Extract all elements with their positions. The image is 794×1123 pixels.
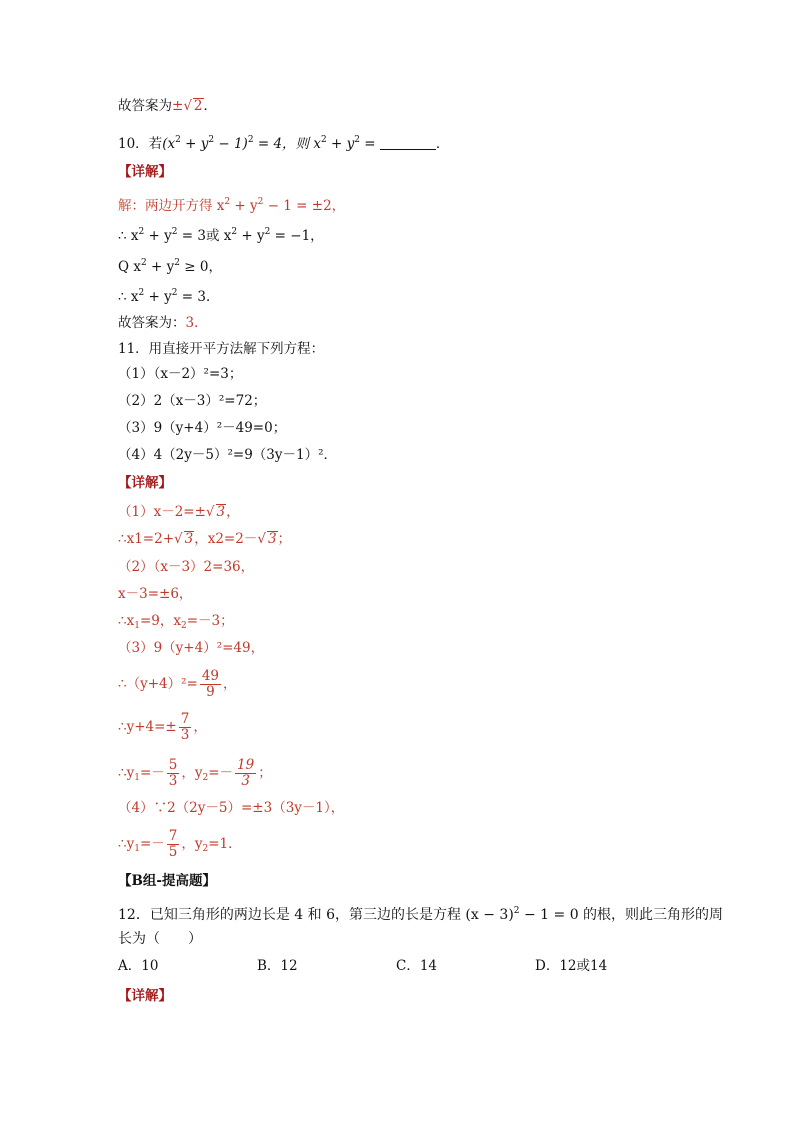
solution-line-4 [118, 284, 219, 306]
q12-text-a: 12．已知三角形的两边长是 4 和 6，第三边的长是方程 (x − 3) [118, 907, 514, 923]
subscript: 1 [134, 844, 140, 854]
question-12-line-2: 长为（ ） [118, 931, 202, 947]
exp: 2 [354, 135, 360, 145]
exp: 2 [174, 258, 180, 268]
s3-pre: Q x [118, 259, 141, 275]
denominator: 5 [168, 844, 178, 860]
answer-11-line-4: x－3=±6， [118, 586, 193, 602]
s4-pre: ∴ x [118, 289, 139, 305]
detail-label-11: 【详解】 [118, 475, 172, 491]
q10-expr-b: + y [180, 136, 209, 152]
denominator: 3 [241, 773, 250, 789]
a2-mid: ，x2=2－ [194, 531, 258, 547]
punct: ； [277, 531, 292, 547]
s2-mid: + y [144, 228, 172, 244]
answer-11-line-3: （2）（x－3）2=36， [118, 559, 255, 575]
answer-blank [380, 137, 436, 150]
question-11-part-2: （2）2（x－3）²=72； [118, 393, 267, 409]
question-10 [118, 131, 449, 153]
denominator: 3 [168, 773, 178, 789]
exp: 2 [513, 906, 520, 916]
punct: ． [435, 136, 450, 152]
s3-mid: + y [146, 259, 175, 275]
detail-label-12: 【详解】 [118, 988, 172, 1004]
answer-11-line-2: ∴x1=2+√ 3，x2=2－√ 3； [118, 531, 292, 547]
exp: 2 [320, 135, 327, 145]
answer-11-line-9 [118, 756, 272, 795]
numerator: 19 [237, 757, 255, 773]
a9-mid3: =－ [208, 765, 234, 781]
a1-pre: （1）x－2=± [118, 504, 206, 520]
detail-label: 【详解】 [118, 164, 172, 180]
answer-11-line-5 [118, 612, 234, 635]
exp: 2 [140, 258, 147, 268]
question-11-part-4: （4）4（2y－5）²=9（3y－1）²． [118, 447, 338, 463]
subscript: 2 [180, 621, 187, 631]
exp: 2 [175, 135, 181, 145]
subscript: 2 [202, 773, 209, 783]
punct: ， [223, 676, 237, 692]
a2-pre: ∴x1=2+ [118, 531, 175, 547]
a5-mid: =9，x [139, 613, 181, 629]
fraction [200, 669, 221, 700]
answer-line-10 [118, 314, 208, 332]
answer-11-line-11 [118, 827, 242, 866]
radicand: 2 [193, 98, 203, 114]
subscript: 1 [134, 773, 140, 783]
q12-text-b: − 1 = 0 的根，则此三角形的周 [519, 907, 724, 923]
punct: ． [203, 98, 218, 114]
s2-mid2: = 3或 x [177, 228, 232, 244]
a11-mid2: ，y [181, 836, 203, 852]
subscript: 2 [202, 844, 209, 854]
numerator: 49 [201, 668, 220, 684]
question-11-part-1: （1）（x－2）²=3； [118, 366, 243, 382]
fraction [235, 758, 256, 789]
exp: 2 [257, 197, 264, 207]
exp: 2 [264, 227, 271, 237]
a11-post: =1． [208, 836, 242, 852]
answer-11-line-8 [118, 710, 207, 744]
a5-pre: ∴x [118, 613, 135, 629]
a9-mid: =－ [139, 765, 165, 781]
s1-mid: + y [230, 198, 258, 214]
q10-expr-d: = 4，则 x [253, 136, 321, 152]
a7-pre: ∴（y+4）²= [118, 676, 198, 692]
a5-post: =－3； [186, 613, 234, 629]
fraction [167, 758, 180, 789]
exp: 2 [171, 227, 178, 237]
fraction [167, 829, 180, 860]
s1-post: − 1 = ±2， [263, 198, 346, 214]
question-11: 11．用直接开平方法解下列方程： [118, 341, 325, 357]
numerator: 7 [168, 828, 178, 844]
s1-pre: 解：两边开方得 x [118, 198, 225, 214]
exp: 2 [138, 288, 145, 298]
answer-11-line-6: （3）9（y+4）²=49， [118, 640, 265, 656]
question-11-part-3: （3）9（y+4）²－49=0； [118, 420, 287, 436]
denominator: 3 [180, 727, 190, 743]
option-c: C．14 [396, 958, 438, 974]
denominator: 9 [206, 684, 215, 700]
fraction [179, 712, 192, 743]
s4-post: = 3． [177, 289, 220, 305]
exp: 2 [247, 135, 254, 145]
q10-expr-e: + y [326, 136, 355, 152]
solution-line-3 [118, 254, 222, 276]
q10-expr-c: − 1) [214, 136, 248, 152]
option-b: B．12 [257, 958, 298, 974]
answer-value: ±√ 2 [172, 98, 203, 114]
answer-11-line-1: （1）x－2=±√ 3， [118, 504, 240, 520]
solution-line-1 [118, 193, 345, 215]
punct: ， [193, 719, 207, 735]
a8-pre: ∴y+4=± [118, 719, 177, 735]
q10-number: 10．若 [118, 136, 163, 152]
exp: 2 [208, 135, 215, 145]
solution-line-2 [118, 223, 324, 245]
answer-11-line-7 [118, 667, 237, 701]
answer-line-9 [118, 97, 217, 115]
answer-prefix: 故答案为： [118, 315, 186, 331]
a9-pre: ∴y [118, 765, 135, 781]
a11-pre: ∴y [118, 836, 135, 852]
exp: 2 [138, 227, 145, 237]
s3-post: ≥ 0， [179, 259, 222, 275]
question-12-line-1 [118, 902, 723, 924]
plus-minus: ± [172, 98, 184, 114]
radicand: 3 [184, 531, 194, 547]
radicand: 3 [267, 531, 277, 547]
answer-11-line-10: （4）∵2（2y－5）=±3（3y－1）， [118, 800, 345, 816]
exp: 2 [171, 288, 178, 298]
s4-mid: + y [144, 289, 172, 305]
numerator: 7 [180, 711, 190, 727]
answer-prefix: 故答案为 [118, 98, 172, 114]
punct: ， [226, 504, 240, 520]
exp: 2 [224, 197, 231, 207]
s2-pre: ∴ x [118, 228, 139, 244]
answer-value: 3． [185, 315, 208, 331]
numerator: 5 [168, 757, 178, 773]
a11-mid: =－ [139, 836, 165, 852]
exp: 2 [231, 227, 238, 237]
option-d: D．12或14 [535, 958, 608, 974]
group-b-heading: 【B组-提高题】 [118, 873, 217, 889]
s2-post: = −1， [270, 228, 324, 244]
question-12-options [118, 957, 678, 975]
s2-mid3: + y [237, 228, 265, 244]
a9-mid2: ，y [181, 765, 203, 781]
q10-eq: = [359, 136, 380, 152]
option-a: A．10 [118, 958, 159, 974]
punct: ； [258, 765, 272, 781]
radicand: 3 [216, 504, 226, 520]
q10-expr-a: (x [162, 136, 176, 152]
subscript: 1 [134, 621, 140, 631]
